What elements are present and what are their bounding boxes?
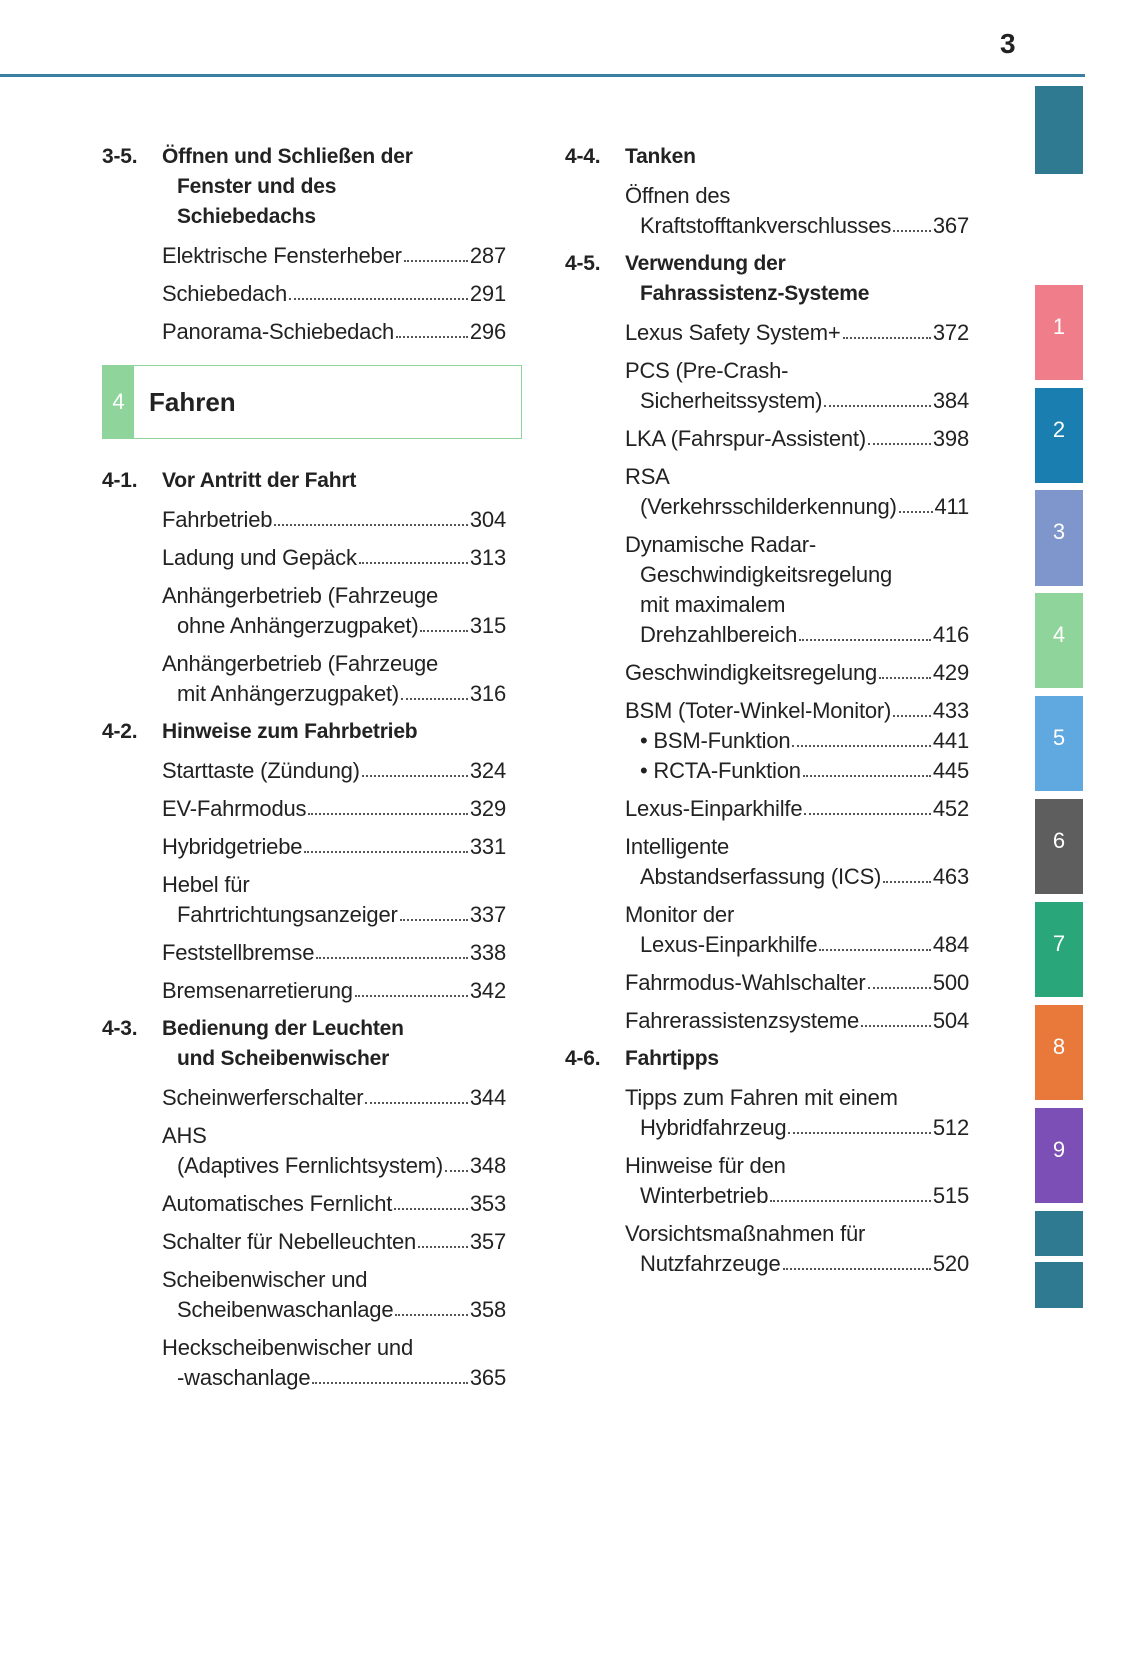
toc-entry[interactable] [102,505,506,535]
section-number: 4-2. [102,720,138,743]
chapter-tab-2[interactable]: 2 [1035,388,1083,483]
dot-leader [404,241,468,262]
chapter-tab-9[interactable]: 9 [1035,1108,1083,1203]
chapter-tab-8[interactable]: 8 [1035,1005,1083,1100]
entry-title: Sicherheitssystem) [640,388,823,413]
entry-line [565,1113,969,1143]
entry-line [565,211,969,241]
section-title: Bedienung der Leuchten [162,1017,404,1040]
page-ref[interactable]: 433 [932,698,969,723]
section-line [102,1044,506,1074]
page-ref[interactable]: 316 [469,681,506,706]
section-line [102,202,506,232]
entry-line [565,530,969,560]
section-number: 4-4. [565,145,601,168]
dot-leader [401,679,468,700]
entry-line [565,386,969,416]
chapter-box[interactable] [102,365,522,439]
entry-title: Anhängerbetrieb (Fahrzeuge [162,651,439,676]
entry-line [102,870,506,900]
section-heading[interactable] [102,142,506,232]
section-line [102,142,506,172]
entry-line [102,279,506,309]
entry-title: Öffnen des [625,183,731,208]
chapter-tab-4[interactable]: 4 [1035,593,1083,688]
chapter-tab-1[interactable]: 1 [1035,285,1083,380]
toc-entry[interactable] [565,181,969,241]
sub-entry-title: • RCTA-Funktion [640,758,801,783]
page-ref[interactable]: 441 [932,728,969,753]
page-ref[interactable]: 512 [932,1115,969,1140]
entry-title: Scheinwerferschalter [162,1085,364,1110]
entry-line [102,1363,506,1393]
entry-line [102,1265,506,1295]
dot-leader [289,279,468,300]
entry-line [102,832,506,862]
page-ref[interactable]: 357 [469,1229,506,1254]
toc-entry[interactable] [102,1333,506,1393]
dot-leader [418,1227,468,1248]
section-number: 4-3. [102,1017,138,1040]
dot-leader [304,832,468,853]
entry-title: Hybridfahrzeug [640,1115,787,1140]
page-ref[interactable]: 337 [469,902,506,927]
toc-entry[interactable] [102,1227,506,1257]
toc-entry[interactable] [102,317,506,347]
entry-line [102,1227,506,1257]
page-ref[interactable]: 384 [932,388,969,413]
entry-title: Anhängerbetrieb (Fahrzeuge [162,583,439,608]
dot-leader [394,1189,468,1210]
section-line [102,717,506,747]
toc-entry[interactable] [565,968,969,998]
section-number: 4-5. [565,252,601,275]
entry-line [102,241,506,271]
sub-entry[interactable] [565,726,969,756]
entry-title: (Verkehrsschilderkennung) [640,494,897,519]
entry-line [565,560,969,590]
toc-entry[interactable] [102,581,506,641]
entry-line [102,1333,506,1363]
entry-line [565,862,969,892]
dot-leader [868,968,931,989]
sub-entry[interactable] [565,756,969,786]
toc-entry[interactable] [102,1083,506,1113]
dot-leader [792,726,930,747]
toc-entry[interactable] [102,279,506,309]
entry-title: Intelligente [625,834,730,859]
entry-title: Ladung und Gepäck [162,545,357,570]
entry-title: Abstandserfassung (ICS) [640,864,882,889]
entry-title: Hinweise für den [625,1153,786,1178]
page-ref[interactable]: 463 [932,864,969,889]
section-title: Schiebedachs [177,205,316,228]
toc-entry[interactable] [102,794,506,824]
entry-title: PCS (Pre-Crash- [625,358,789,383]
entry-line [102,938,506,968]
entry-line [565,356,969,386]
entry-title: EV-Fahrmodus [162,796,307,821]
page-ref[interactable]: 287 [469,243,506,268]
entry-line [102,543,506,573]
page-ref[interactable]: 344 [469,1085,506,1110]
dot-leader [804,794,931,815]
entry-title: Drehzahlbereich [640,622,798,647]
entry-title: LKA (Fahrspur-Assistent) [625,426,866,451]
page-ref[interactable]: 484 [932,932,969,957]
section-heading[interactable] [102,1014,506,1074]
chapter-tab-5[interactable]: 5 [1035,696,1083,791]
section-title: Vor Antritt der Fahrt [162,469,357,492]
entry-title: Tipps zum Fahren mit einem [625,1085,898,1110]
dot-leader [395,1295,468,1316]
dot-leader [420,611,467,632]
entry-title: Fahrbetrieb [162,507,273,532]
page-ref[interactable]: 358 [469,1297,506,1322]
section-line [102,466,506,496]
entry-title: RSA [625,464,670,489]
entry-line [565,1151,969,1181]
entry-line [102,581,506,611]
dot-leader [788,1113,931,1134]
section-heading[interactable] [102,717,506,747]
entry-line [102,794,506,824]
entry-line [565,658,969,688]
toc-entry[interactable] [102,1121,506,1181]
section-title: Verwendung der [625,252,786,275]
dot-leader [899,492,933,513]
page-ref[interactable]: 331 [469,834,506,859]
toc-left-column [102,142,506,1401]
dot-leader [879,658,931,679]
toc-entry[interactable] [565,658,969,688]
entry-title: Nutzfahrzeuge [640,1251,781,1276]
entry-title: Winterbetrieb [640,1183,769,1208]
entry-title: Scheibenwischer und [162,1267,368,1292]
toc-entry[interactable] [102,832,506,862]
page-ref[interactable]: 520 [932,1251,969,1276]
dot-leader [400,900,468,921]
section-heading[interactable] [565,249,969,309]
entry-title: Geschwindigkeitsregelung [625,660,878,685]
entry-title: Panorama-Schiebedach [162,319,395,344]
entry-title: ohne Anhängerzugpaket) [177,613,419,638]
toc-entry[interactable] [102,1189,506,1219]
dot-leader [316,938,468,959]
entry-title: Monitor der [625,902,735,927]
toc-entry[interactable] [102,543,506,573]
entry-title: Vorsichtsmaßnahmen für [625,1221,866,1246]
dot-leader [843,318,931,339]
toc-entry[interactable] [102,870,506,930]
page-ref[interactable]: 291 [469,281,506,306]
entry-line [565,1219,969,1249]
entry-line [565,318,969,348]
page-ref[interactable]: 398 [932,426,969,451]
entry-line [565,832,969,862]
section-line [102,1014,506,1044]
entry-title: Feststellbremse [162,940,315,965]
chapter-tab[interactable] [1035,1262,1083,1308]
entry-title: Hebel für [162,872,250,897]
entry-title: -waschanlage [177,1365,311,1390]
entry-line [565,794,969,824]
section-title: Fahrassistenz-Systeme [640,282,870,305]
toc-entry[interactable] [565,356,969,416]
dot-leader [359,543,468,564]
toc-entry[interactable] [102,976,506,1006]
entry-title: AHS [162,1123,207,1148]
header-rule [0,74,1085,77]
toc-right-column [565,142,969,1287]
entry-title: mit Anhängerzugpaket) [177,681,400,706]
entry-line [565,590,969,620]
toc-entry[interactable] [565,530,969,650]
entry-title: mit maximalem [640,592,786,617]
section-number: 3-5. [102,145,138,168]
entry-line [565,492,969,522]
dot-leader [799,620,931,641]
section-line [102,172,506,202]
section-title: Fenster und des [177,175,337,198]
toc-entry[interactable] [565,794,969,824]
entry-title: Starttaste (Zündung) [162,758,360,783]
entry-line [102,1083,506,1113]
dot-leader [883,862,931,883]
dot-leader [355,976,468,997]
entry-line [102,505,506,535]
entry-line [565,1181,969,1211]
entry-line [102,1295,506,1325]
entry-title: Automatisches Fernlicht [162,1191,393,1216]
entry-line [565,696,969,726]
section-number: 4-6. [565,1047,601,1070]
chapter-title: Fahren [149,386,236,417]
entry-title: Geschwindigkeitsregelung [640,562,893,587]
dot-leader [893,211,931,232]
chapter-tab-6[interactable]: 6 [1035,799,1083,894]
dot-leader [362,756,468,777]
toc-entry[interactable] [102,649,506,709]
section-line [565,142,969,172]
entry-line [565,1006,969,1036]
toc-entry[interactable] [565,900,969,960]
entry-line [102,756,506,786]
entry-line [565,1249,969,1279]
sub-entry-title: • BSM-Funktion [640,728,791,753]
entry-line [102,976,506,1006]
section-title: Tanken [625,145,696,168]
entry-line [102,649,506,679]
toc-entry[interactable] [565,696,969,786]
chapter-tab-7[interactable]: 7 [1035,902,1083,997]
entry-title: Kraftstofftankverschlusses [640,213,892,238]
toc-entry[interactable] [565,1006,969,1036]
entry-title: Schiebedach [162,281,288,306]
dot-leader [770,1181,931,1202]
entry-line [565,930,969,960]
entry-title: Lexus-Einparkhilfe [640,932,818,957]
page-number: 3 [1000,28,1016,59]
entry-title: Elektrische Fensterheber [162,243,402,268]
entry-title: Hybridgetriebe [162,834,303,859]
section-line [565,249,969,279]
entry-title: Lexus Safety System+ [625,320,841,345]
chapter-number: 4 [103,366,134,438]
section-heading[interactable] [565,142,969,172]
entry-title: Fahrmodus-Wahlschalter [625,970,866,995]
toc-entry[interactable] [565,424,969,454]
entry-line [102,900,506,930]
page-ref[interactable]: 416 [932,622,969,647]
section-title: und Scheibenwischer [177,1047,390,1070]
entry-line [565,181,969,211]
section-number: 4-1. [102,469,138,492]
dot-leader [308,794,468,815]
page-ref[interactable]: 338 [469,940,506,965]
toc-entry[interactable] [565,1083,969,1143]
section-heading[interactable] [565,1044,969,1074]
page-ref[interactable]: 348 [469,1153,506,1178]
entry-title: Schalter für Nebelleuchten [162,1229,417,1254]
page-ref[interactable]: 365 [469,1365,506,1390]
entry-line [102,1121,506,1151]
dot-leader [893,696,931,717]
page-ref[interactable]: 324 [469,758,506,783]
entry-line [102,1189,506,1219]
entry-title: BSM (Toter-Winkel-Monitor) [625,698,892,723]
entry-title: Heckscheibenwischer und [162,1335,413,1360]
entry-title: Lexus-Einparkhilfe [625,796,803,821]
page-ref[interactable]: 504 [932,1008,969,1033]
entry-title: Bremsenarretierung [162,978,353,1003]
page-ref[interactable]: 372 [932,320,969,345]
dot-leader [396,317,468,338]
chapter-tab-3[interactable]: 3 [1035,490,1083,586]
section-line [565,279,969,309]
page-ref[interactable]: 296 [469,319,506,344]
page-ref[interactable]: 367 [932,213,969,238]
entry-line [102,611,506,641]
entry-line [565,620,969,650]
page-ref[interactable]: 411 [934,494,969,519]
entry-line [102,317,506,347]
dot-leader [365,1083,467,1104]
dot-leader [819,930,931,951]
entry-title: Fahrerassistenzsysteme [625,1008,860,1033]
toc-entry[interactable] [565,832,969,892]
entry-line [565,424,969,454]
dot-leader [783,1249,931,1270]
toc-entry[interactable] [102,241,506,271]
dot-leader [803,756,931,777]
dot-leader [445,1151,468,1172]
section-heading[interactable] [102,466,506,496]
toc-entry[interactable] [565,318,969,348]
page-ref[interactable]: 353 [469,1191,506,1216]
toc-entry[interactable] [565,1151,969,1211]
chapter-tab[interactable] [1035,86,1083,174]
entry-line [102,679,506,709]
section-title: Hinweise zum Fahrbetrieb [162,720,418,743]
entry-title: Dynamische Radar- [625,532,817,557]
entry-line [565,900,969,930]
page-ref[interactable]: 329 [469,796,506,821]
dot-leader [868,424,931,445]
entry-line [565,1083,969,1113]
dot-leader [274,505,468,526]
section-line [565,1044,969,1074]
dot-leader [861,1006,931,1027]
chapter-tab[interactable] [1035,1211,1083,1256]
page-ref[interactable]: 304 [469,507,506,532]
page-ref[interactable]: 445 [932,758,969,783]
dot-leader [824,386,931,407]
entry-title: Fahrtrichtungsanzeiger [177,902,398,927]
toc-entry[interactable] [565,1219,969,1279]
section-title: Öffnen und Schließen der [162,145,413,168]
page-ref[interactable]: 313 [469,545,506,570]
toc-entry[interactable] [102,938,506,968]
page-ref[interactable]: 315 [469,613,506,638]
entry-line [102,1151,506,1181]
section-title: Fahrtipps [625,1047,719,1070]
entry-line [565,462,969,492]
dot-leader [312,1363,468,1384]
page-ref[interactable]: 500 [932,970,969,995]
entry-title: (Adaptives Fernlichtsystem) [177,1153,444,1178]
entry-line [565,968,969,998]
page-ref[interactable]: 342 [469,978,506,1003]
toc-entry[interactable] [102,756,506,786]
page-ref[interactable]: 452 [932,796,969,821]
page-ref[interactable]: 515 [932,1183,969,1208]
toc-entry[interactable] [102,1265,506,1325]
entry-title: Scheibenwaschanlage [177,1297,394,1322]
page-ref[interactable]: 429 [932,660,969,685]
toc-entry[interactable] [565,462,969,522]
